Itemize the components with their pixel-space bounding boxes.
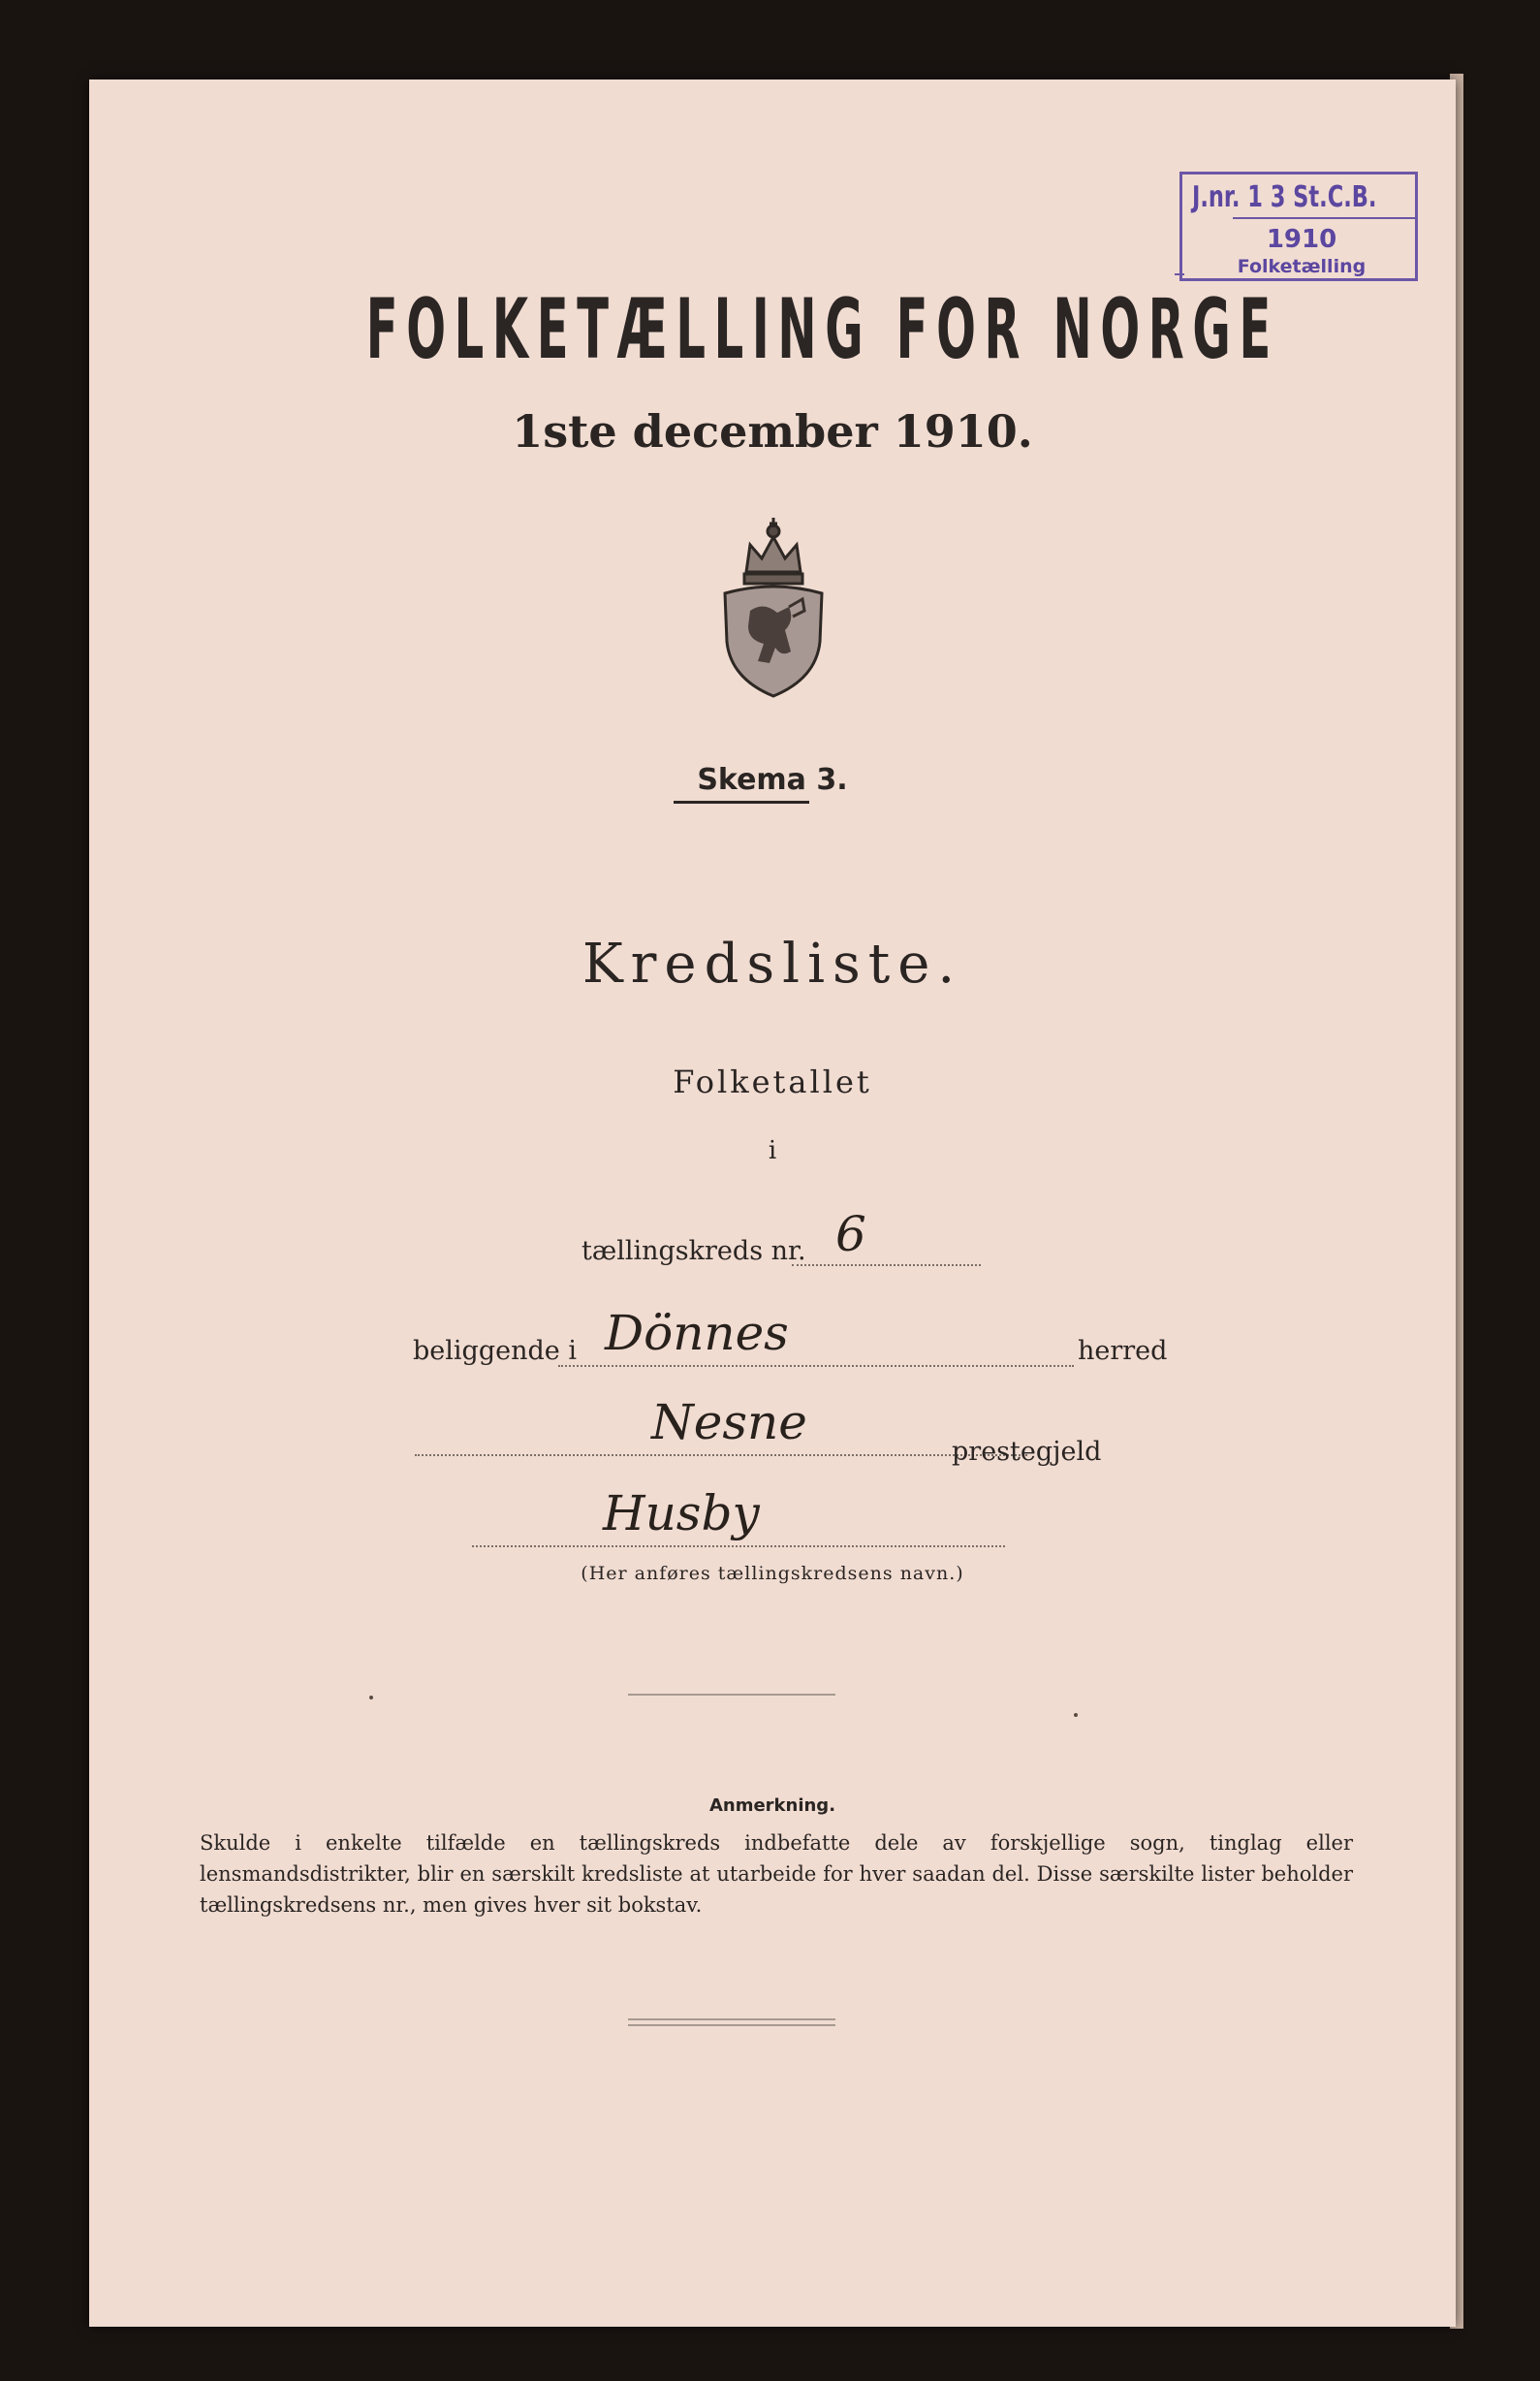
norway-coat-of-arms-icon [688, 506, 859, 704]
document-title: FOLKETÆLLING FOR NORGE [365, 281, 1279, 378]
divider [628, 1694, 835, 1696]
form-heading: Kredsliste. [581, 933, 963, 996]
district-number-label: tællingskreds nr. [581, 1236, 806, 1266]
prestegjeld-value: Nesne [651, 1394, 807, 1450]
stamp-department: Folketælling [1237, 256, 1367, 277]
paper-speck [1074, 1713, 1078, 1717]
district-name-value: Husby [603, 1485, 760, 1541]
bottom-rule [628, 2018, 835, 2020]
stamp-rule [1233, 217, 1417, 219]
census-form-page [89, 79, 1456, 2327]
schema-label: Skema 3. [697, 763, 848, 797]
stamp-journal-number: J.nr. 1 3 St.C.B. [1192, 180, 1377, 214]
registration-stamp [1179, 172, 1418, 281]
remark-title: Anmerkning. [708, 1795, 836, 1816]
prestegjeld-line [415, 1454, 1027, 1456]
stamp-year: 1910 [1266, 225, 1337, 254]
remark-text: Skulde i enkelte tilfælde en tællingskreds indbefatte dele av forskjellige sogn, tinglag eller lensmandsdistrikter, blir en særskilt kredsliste at utarbeide for hver saadan del. Disse særskilte lister beholder tællingskredsens nr., men gives hver sit bokstav. [200, 1831, 1353, 1917]
district-number-line [792, 1264, 981, 1266]
stamp-extension-line [1175, 273, 1184, 275]
population-label: Folketallet [673, 1064, 872, 1100]
schema-underline [674, 801, 809, 804]
located-label: beliggende i [413, 1336, 577, 1366]
herred-value: Dönnes [605, 1305, 789, 1361]
paper-speck [369, 1696, 373, 1699]
prestegjeld-label: prestegjeld [952, 1437, 1102, 1467]
bottom-rule-second [628, 2024, 835, 2026]
herred-label: herred [1078, 1336, 1168, 1366]
herred-line [558, 1365, 1074, 1367]
document-subtitle: 1ste december 1910. [512, 405, 1033, 458]
district-number-value: 6 [835, 1206, 866, 1262]
i-label: i [768, 1136, 777, 1165]
district-name-line [472, 1545, 1005, 1547]
district-name-note: (Her anføres tællingskredsens navn.) [581, 1563, 964, 1584]
